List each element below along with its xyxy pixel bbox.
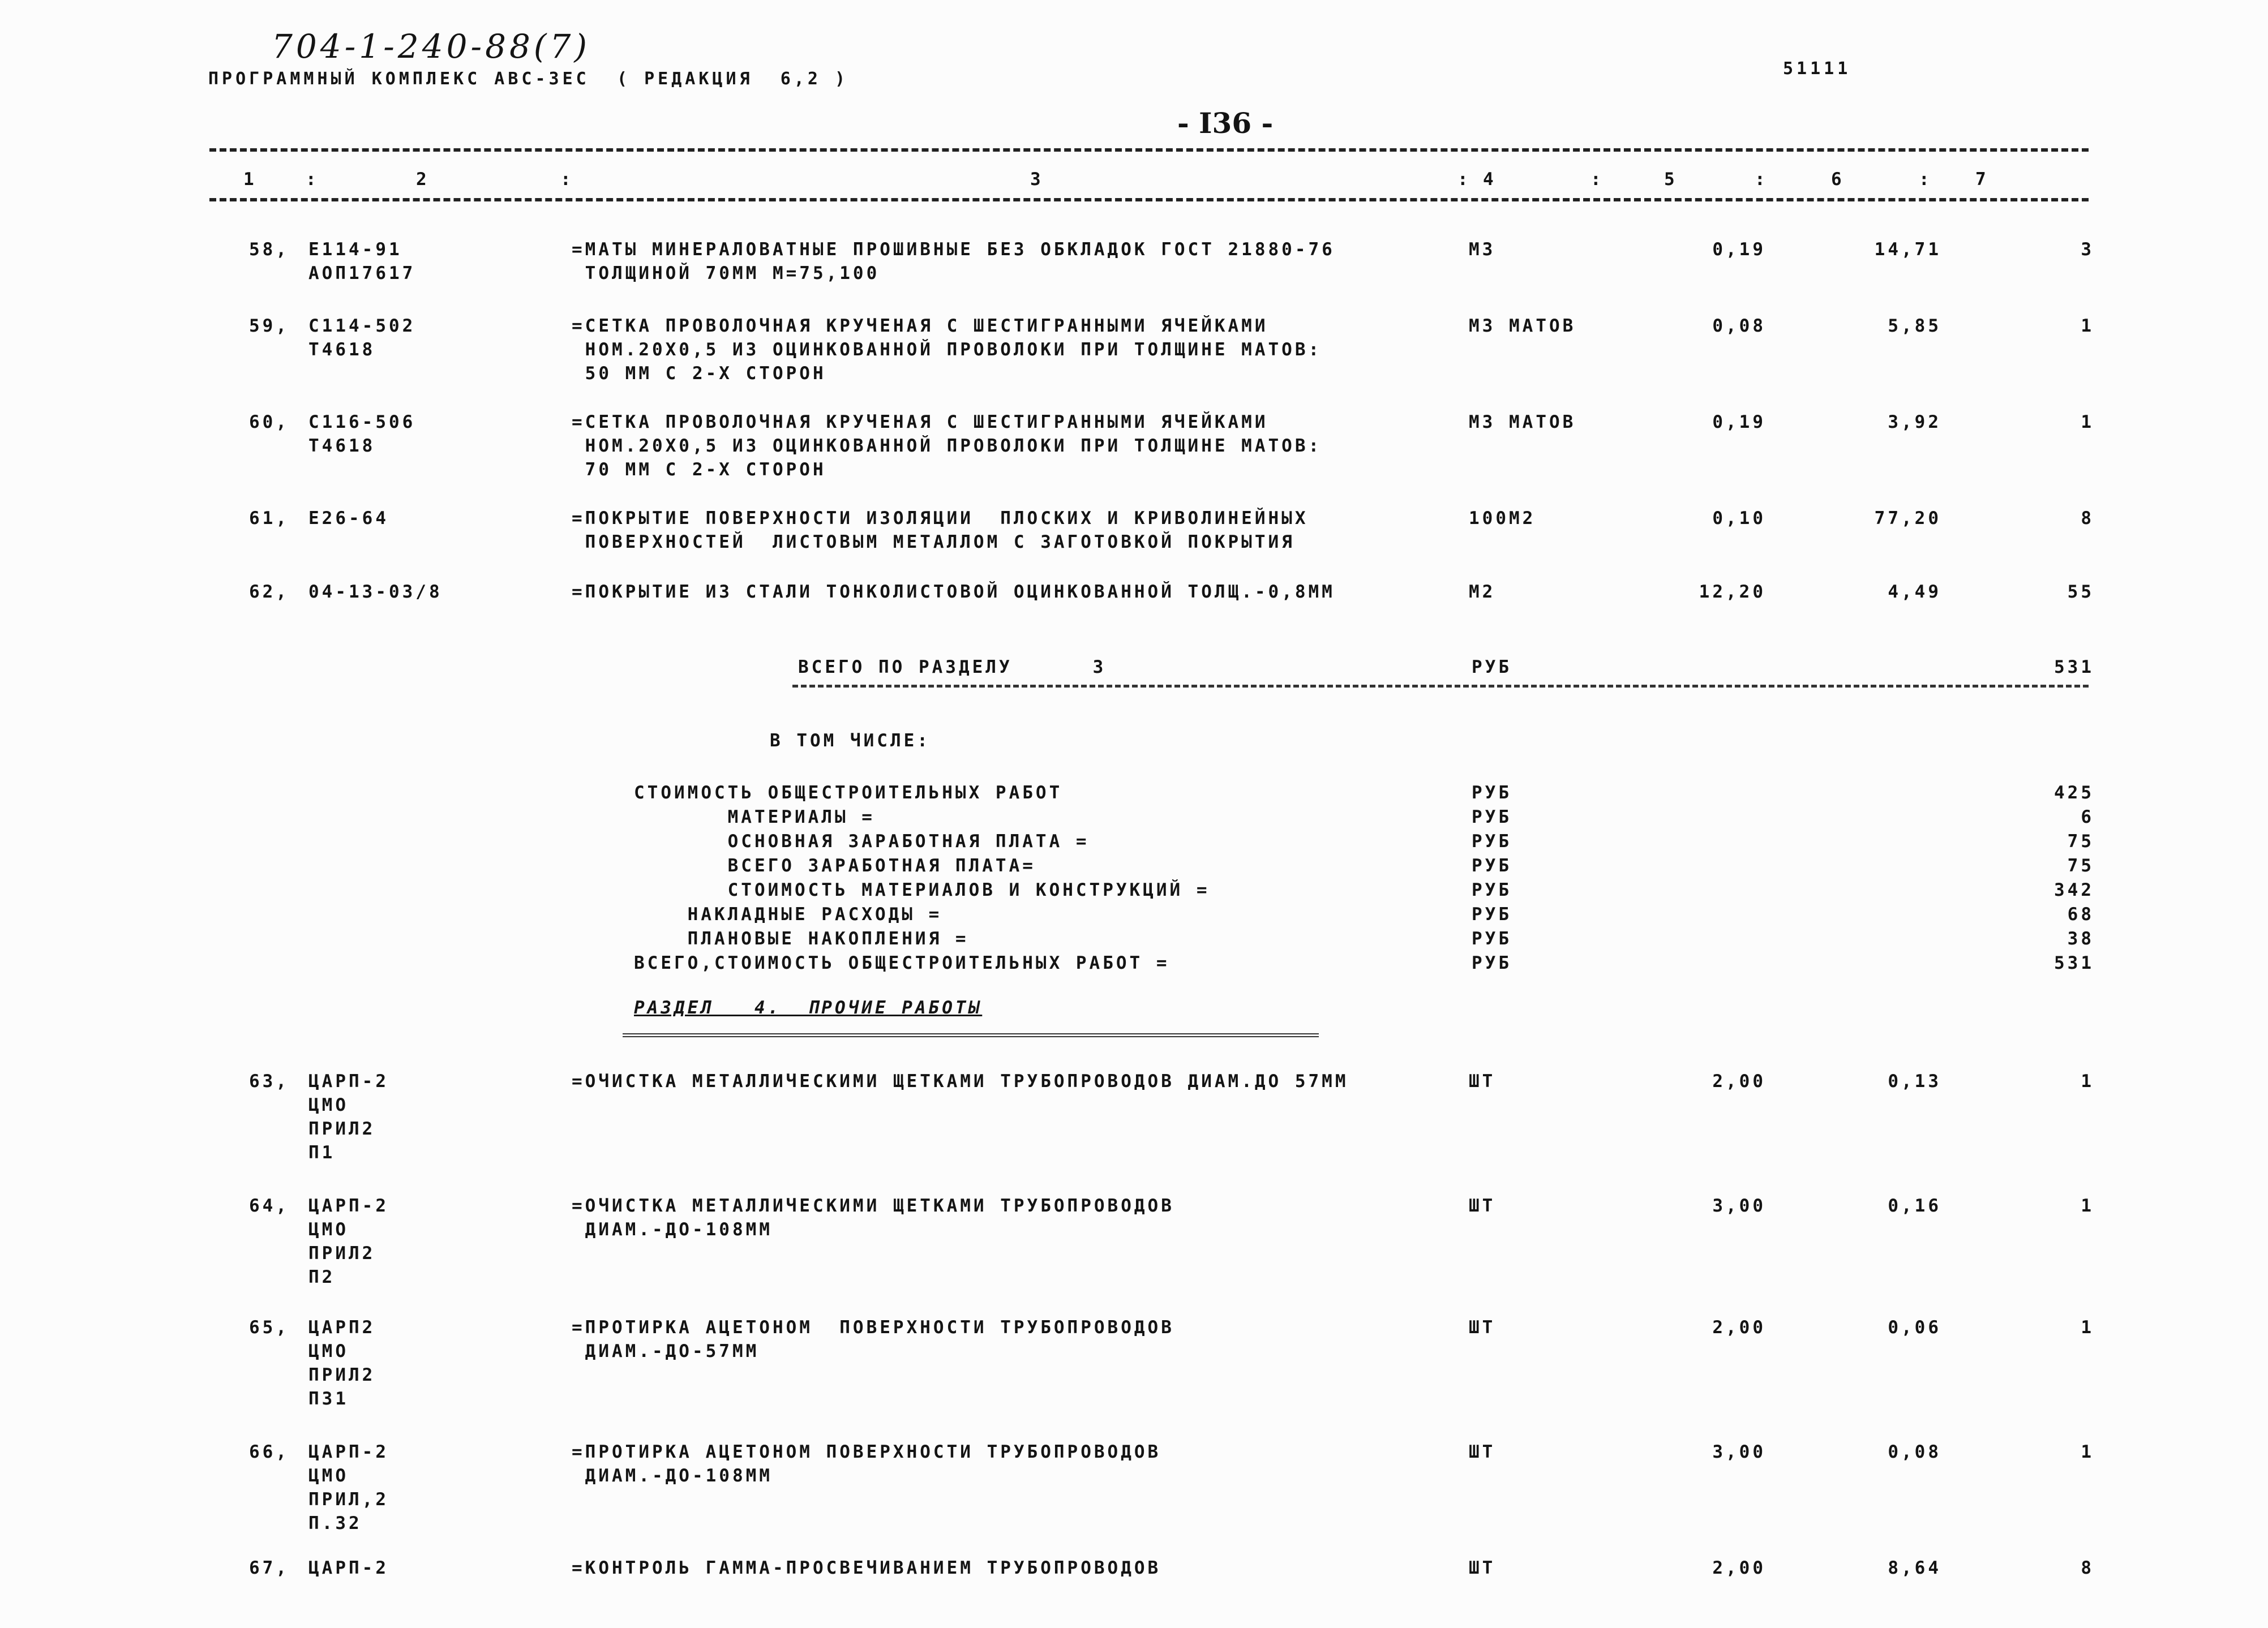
row-code: П31	[308, 1389, 349, 1409]
section-4-rule	[623, 1033, 1319, 1037]
row-description: ПОВЕРХНОСТЕЙ ЛИСТОВЫМ МЕТАЛЛОМ С ЗАГОТОВКОЙ ПОКРЫТИЯ	[572, 532, 1295, 552]
row-total: 1	[2081, 316, 2094, 336]
row-unit-price: 0,13	[1888, 1071, 1941, 1092]
row-code: ПРИЛ,2	[308, 1489, 389, 1510]
row-quantity: 2,00	[1712, 1317, 1766, 1338]
row-unit: М2	[1469, 582, 1496, 602]
row-quantity: 2,00	[1712, 1071, 1766, 1092]
row-unit-price: 77,20	[1874, 508, 1941, 529]
row-code: ПРИЛ2	[308, 1119, 376, 1139]
row-total: 8	[2081, 1558, 2094, 1578]
row-unit: ШТ	[1469, 1442, 1496, 1462]
including-item-label: ОСНОВНАЯ ЗАРАБОТНАЯ ПЛАТА =	[634, 831, 1090, 852]
sheet-number: 51111	[1783, 59, 1851, 79]
row-code: ЦАРП-2	[308, 1196, 389, 1216]
row-unit: 100М2	[1469, 508, 1536, 529]
row-number: 64,	[249, 1196, 289, 1216]
row-code: ЦАРП-2	[308, 1558, 389, 1578]
row-unit-price: 3,92	[1888, 412, 1941, 432]
including-item-unit: РУБ	[1472, 953, 1512, 973]
row-description: =СЕТКА ПРОВОЛОЧНАЯ КРУЧЕНАЯ С ШЕСТИГРАННЫМИ ЯЧЕЙКАМИ	[572, 316, 1268, 336]
row-unit: ШТ	[1469, 1317, 1496, 1338]
row-code: ПРИЛ2	[308, 1365, 376, 1385]
row-description: НОМ.20Х0,5 ИЗ ОЦИНКОВАННОЙ ПРОВОЛОКИ ПРИ ТОЛЩИНЕ МАТОВ:	[572, 340, 1322, 360]
including-item-value: 75	[2067, 831, 2094, 852]
column-separator: :	[560, 169, 574, 190]
column-header-7: 7	[1975, 169, 1989, 190]
row-total: 8	[2081, 508, 2094, 529]
row-number: 66,	[249, 1442, 289, 1462]
column-separator: :	[306, 169, 319, 190]
row-quantity: 0,08	[1712, 316, 1766, 336]
table-top-rule	[209, 148, 2089, 152]
including-item-value: 6	[2081, 807, 2094, 827]
row-description: ТОЛЩИНОЙ 70ММ М=75,100	[572, 263, 880, 283]
edition-label: ( РЕДАКЦИЯ 6,2 )	[617, 69, 849, 89]
column-header-3: 3	[1030, 169, 1044, 190]
row-description: ДИАМ.-ДО-108ММ	[572, 1466, 773, 1486]
row-unit: М3 МАТОВ	[1469, 316, 1576, 336]
row-description: 70 ММ С 2-Х СТОРОН	[572, 459, 826, 480]
row-unit: М3	[1469, 239, 1496, 260]
section-total-rule	[792, 685, 2089, 688]
handwritten-document-code: 704-1-240-88(7)	[272, 27, 591, 66]
column-separator: :	[1457, 169, 1471, 190]
row-number: 59,	[249, 316, 289, 336]
row-total: 1	[2081, 412, 2094, 432]
including-item-label: НАКЛАДНЫЕ РАСХОДЫ =	[634, 904, 942, 925]
including-item-unit: РУБ	[1472, 856, 1512, 876]
row-code: ЦАРП2	[308, 1317, 376, 1338]
row-description: =ПОКРЫТИЕ ПОВЕРХНОСТИ ИЗОЛЯЦИИ ПЛОСКИХ И КРИВОЛИНЕЙНЫХ	[572, 508, 1309, 529]
row-code: П.32	[308, 1513, 362, 1534]
row-description: =МАТЫ МИНЕРАЛОВАТНЫЕ ПРОШИВНЫЕ БЕЗ ОБКЛАДОК ГОСТ 21880-76	[572, 239, 1335, 260]
row-code: 04-13-03/8	[308, 582, 443, 602]
including-item-label: СТОИМОСТЬ МАТЕРИАЛОВ И КОНСТРУКЦИЙ =	[634, 880, 1210, 900]
row-unit: М3 МАТОВ	[1469, 412, 1576, 432]
row-total: 1	[2081, 1317, 2094, 1338]
row-code: С116-506	[308, 412, 416, 432]
row-description: =СЕТКА ПРОВОЛОЧНАЯ КРУЧЕНАЯ С ШЕСТИГРАННЫМИ ЯЧЕЙКАМИ	[572, 412, 1268, 432]
including-item-unit: РУБ	[1472, 807, 1512, 827]
row-number: 67,	[249, 1558, 289, 1578]
including-title: В ТОМ ЧИСЛЕ:	[770, 731, 931, 751]
row-unit-price: 0,06	[1888, 1317, 1941, 1338]
row-quantity: 0,19	[1712, 412, 1766, 432]
row-total: 3	[2081, 239, 2094, 260]
row-code: Т4618	[308, 340, 376, 360]
row-code: ЦМО	[308, 1466, 349, 1486]
including-item-unit: РУБ	[1472, 831, 1512, 852]
row-total: 1	[2081, 1196, 2094, 1216]
including-item-value: 342	[2054, 880, 2094, 900]
row-unit: ШТ	[1469, 1558, 1496, 1578]
row-unit: ШТ	[1469, 1196, 1496, 1216]
including-item-unit: РУБ	[1472, 904, 1512, 925]
column-header-5: 5	[1664, 169, 1678, 190]
row-description: 50 ММ С 2-Х СТОРОН	[572, 363, 826, 384]
row-description: =ПРОТИРКА АЦЕТОНОМ ПОВЕРХНОСТИ ТРУБОПРОВОДОВ	[572, 1442, 1161, 1462]
row-description: =ОЧИСТКА МЕТАЛЛИЧЕСКИМИ ЩЕТКАМИ ТРУБОПРОВОДОВ ДИАМ.ДО 57ММ	[572, 1071, 1349, 1092]
including-item-label: ВСЕГО ЗАРАБОТНАЯ ПЛАТА=	[634, 856, 1036, 876]
section-total-label: ВСЕГО ПО РАЗДЕЛУ 3	[798, 657, 1107, 677]
row-description: ДИАМ.-ДО-108ММ	[572, 1219, 773, 1240]
row-quantity: 0,19	[1712, 239, 1766, 260]
row-code: ЦМО	[308, 1219, 349, 1240]
including-item-value: 38	[2067, 929, 2094, 949]
row-number: 61,	[249, 508, 289, 529]
row-code: Е26-64	[308, 508, 389, 529]
row-number: 62,	[249, 582, 289, 602]
row-quantity: 2,00	[1712, 1558, 1766, 1578]
row-total: 1	[2081, 1071, 2094, 1092]
program-line: ПРОГРАММНЫЙ КОМПЛЕКС АВС-ЗЕС	[208, 69, 590, 89]
including-item-value: 531	[2054, 953, 2094, 973]
including-item-unit: РУБ	[1472, 783, 1512, 803]
row-description: ДИАМ.-ДО-57ММ	[572, 1341, 760, 1361]
row-unit-price: 0,16	[1888, 1196, 1941, 1216]
row-code: Т4618	[308, 436, 376, 456]
including-item-label: ПЛАНОВЫЕ НАКОПЛЕНИЯ =	[634, 929, 969, 949]
column-header-1: 1	[243, 169, 257, 190]
row-number: 58,	[249, 239, 289, 260]
row-description: =ПРОТИРКА АЦЕТОНОМ ПОВЕРХНОСТИ ТРУБОПРОВОДОВ	[572, 1317, 1174, 1338]
including-item-value: 75	[2067, 856, 2094, 876]
row-total: 1	[2081, 1442, 2094, 1462]
including-item-label: СТОИМОСТЬ ОБЩЕСТРОИТЕЛЬНЫХ РАБОТ	[634, 783, 1063, 803]
row-unit-price: 8,64	[1888, 1558, 1941, 1578]
row-unit-price: 0,08	[1888, 1442, 1941, 1462]
row-quantity: 3,00	[1712, 1442, 1766, 1462]
row-unit-price: 5,85	[1888, 316, 1941, 336]
page-number: - I36 -	[1177, 106, 1274, 140]
row-code: ПРИЛ2	[308, 1243, 376, 1264]
row-description: =КОНТРОЛЬ ГАММА-ПРОСВЕЧИВАНИЕМ ТРУБОПРОВОДОВ	[572, 1558, 1161, 1578]
including-item-value: 68	[2067, 904, 2094, 925]
row-description: =ОЧИСТКА МЕТАЛЛИЧЕСКИМИ ЩЕТКАМИ ТРУБОПРОВОДОВ	[572, 1196, 1174, 1216]
including-item-label: ВСЕГО,СТОИМОСТЬ ОБЩЕСТРОИТЕЛЬНЫХ РАБОТ =	[634, 953, 1170, 973]
section-total-unit: РУБ	[1472, 657, 1512, 677]
column-header-2: 2	[416, 169, 430, 190]
row-quantity: 12,20	[1699, 582, 1766, 602]
row-code: АОП17617	[308, 263, 416, 283]
row-code: ЦМО	[308, 1095, 349, 1115]
row-unit-price: 4,49	[1888, 582, 1941, 602]
row-code: С114-502	[308, 316, 416, 336]
including-item-label: МАТЕРИАЛЫ =	[634, 807, 875, 827]
table-header-rule	[209, 198, 2089, 201]
section-4-title: РАЗДЕЛ 4. ПРОЧИЕ РАБОТЫ	[634, 998, 983, 1018]
row-code: ЦАРП-2	[308, 1071, 389, 1092]
row-number: 60,	[249, 412, 289, 432]
including-item-unit: РУБ	[1472, 929, 1512, 949]
row-description: =ПОКРЫТИЕ ИЗ СТАЛИ ТОНКОЛИСТОВОЙ ОЦИНКОВАННОЙ ТОЛЩ.-0,8ММ	[572, 582, 1335, 602]
column-separator: :	[1590, 169, 1604, 190]
row-total: 55	[2067, 582, 2094, 602]
including-item-value: 425	[2054, 783, 2094, 803]
column-header-4: 4	[1483, 169, 1497, 190]
row-unit-price: 14,71	[1874, 239, 1941, 260]
including-item-unit: РУБ	[1472, 880, 1512, 900]
column-separator: :	[1919, 169, 1932, 190]
row-number: 65,	[249, 1317, 289, 1338]
row-code: ЦМО	[308, 1341, 349, 1361]
section-total-value: 531	[2054, 657, 2094, 677]
row-number: 63,	[249, 1071, 289, 1092]
row-code: Е114-91	[308, 239, 402, 260]
row-quantity: 3,00	[1712, 1196, 1766, 1216]
row-code: ЦАРП-2	[308, 1442, 389, 1462]
row-unit: ШТ	[1469, 1071, 1496, 1092]
column-separator: :	[1755, 169, 1768, 190]
row-code: П2	[308, 1267, 336, 1287]
row-quantity: 0,10	[1712, 508, 1766, 529]
row-description: НОМ.20Х0,5 ИЗ ОЦИНКОВАННОЙ ПРОВОЛОКИ ПРИ ТОЛЩИНЕ МАТОВ:	[572, 436, 1322, 456]
row-code: П1	[308, 1142, 336, 1163]
column-header-6: 6	[1831, 169, 1845, 190]
